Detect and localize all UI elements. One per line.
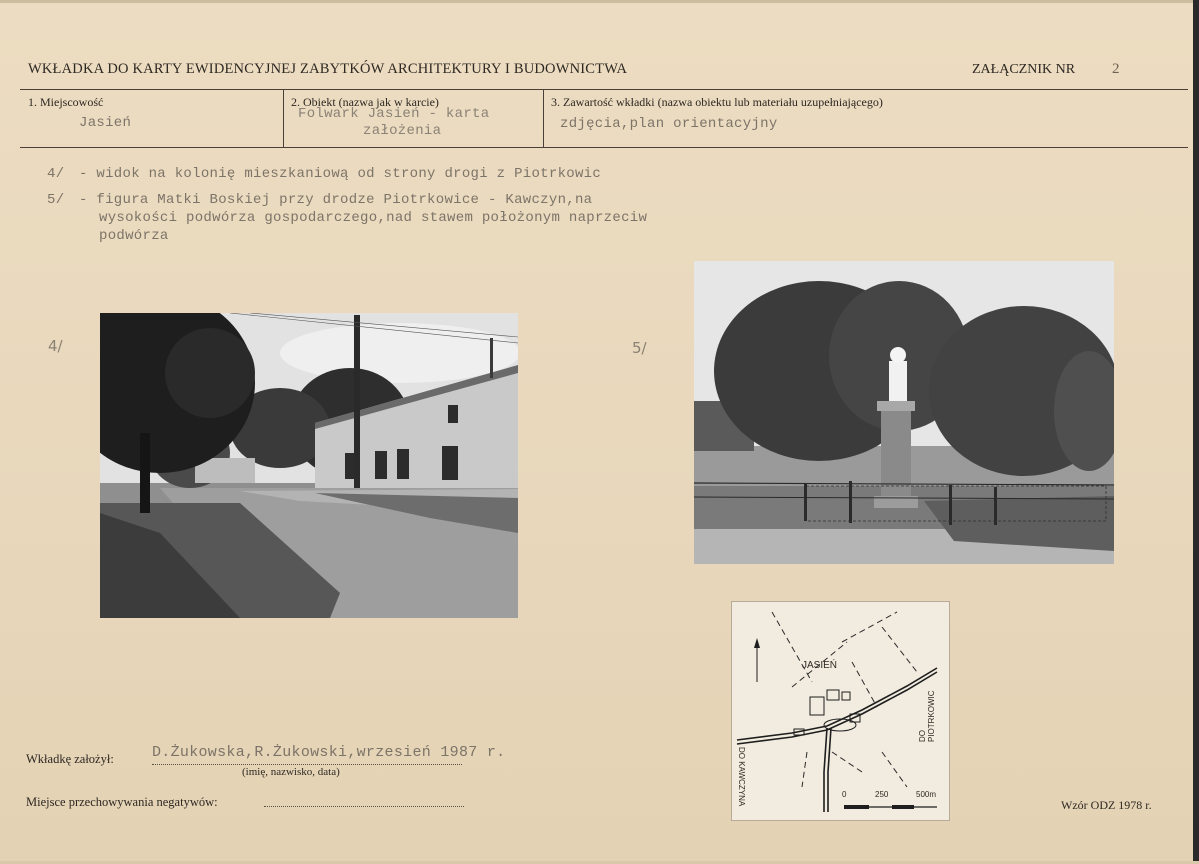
map-scale-250: 250: [875, 790, 889, 799]
author-label: Wkładkę założył:: [26, 752, 114, 766]
card-top-edge: [0, 0, 1199, 3]
object-label: 2. Obiekt (nazwa jak w karcie): [291, 95, 439, 109]
attachment-number: 2: [1112, 61, 1120, 77]
field-divider-1: [283, 89, 284, 147]
negatives-dotted-line: [264, 806, 464, 807]
map-scale-0: 0: [842, 790, 847, 799]
locality-label: 1. Miejscowość: [28, 95, 104, 109]
header-rule: [20, 89, 1188, 90]
caption-5-line3: podwórza: [99, 228, 169, 244]
photo-4-street-view: [100, 313, 518, 618]
form-code: Wzór ODZ 1978 r.: [1061, 798, 1152, 812]
photo-5-image: [694, 261, 1114, 564]
fields-bottom-rule: [20, 147, 1188, 148]
map-scale-500: 500m: [916, 790, 937, 799]
orientation-map: [731, 601, 950, 821]
photo-4-image: [100, 313, 518, 618]
caption-4-number: 4/: [47, 166, 65, 182]
contents-value: zdjęcia,plan orientacyjny: [560, 116, 778, 132]
card-title: WKŁADKA DO KARTY EWIDENCYJNEJ ZABYTKÓW ARCHITEKTURY I BUDOWNICTWA: [28, 61, 628, 77]
negatives-label: Miejsce przechowywania negatywów:: [26, 795, 218, 809]
caption-5-line1: - figura Matki Boskiej przy drodze Piotrkowice - Kawczyn,na: [79, 192, 593, 208]
caption-5-line2: wysokości podwórza gospodarczego,nad stawem położonym naprzeciw: [99, 210, 648, 226]
object-value-line1: Folwark Jasień - karta: [298, 106, 490, 122]
caption-5-number: 5/: [47, 192, 65, 208]
photo-5-label: 5/: [632, 339, 647, 357]
card-right-edge: [1193, 0, 1199, 864]
map-place-label: JASIEŃ: [802, 660, 838, 671]
caption-4-text: - widok na kolonię mieszkaniową od strony drogi z Piotrkowic: [79, 166, 602, 182]
contents-label: 3. Zawartość wkładki (nazwa obiektu lub materiału uzupełniającego): [551, 95, 883, 109]
author-dotted-line: [152, 764, 462, 765]
author-value: D.Żukowska,R.Żukowski,wrzesień 1987 r.: [152, 744, 506, 761]
map-drawing: [732, 602, 949, 820]
photo-4-label: 4/: [48, 337, 63, 355]
object-value-line2: założenia: [363, 123, 442, 139]
field-divider-2: [543, 89, 544, 147]
locality-value: Jasień: [79, 115, 132, 131]
map-road-left-label: DO KAWCZYNA: [737, 747, 746, 807]
author-hint: (imię, nazwisko, data): [242, 766, 340, 778]
attachment-label: ZAŁĄCZNIK NR: [972, 62, 1076, 77]
map-road-right-label: DO PIOTRKOWIC: [918, 690, 936, 742]
photo-5-madonna-statue: [694, 261, 1114, 564]
